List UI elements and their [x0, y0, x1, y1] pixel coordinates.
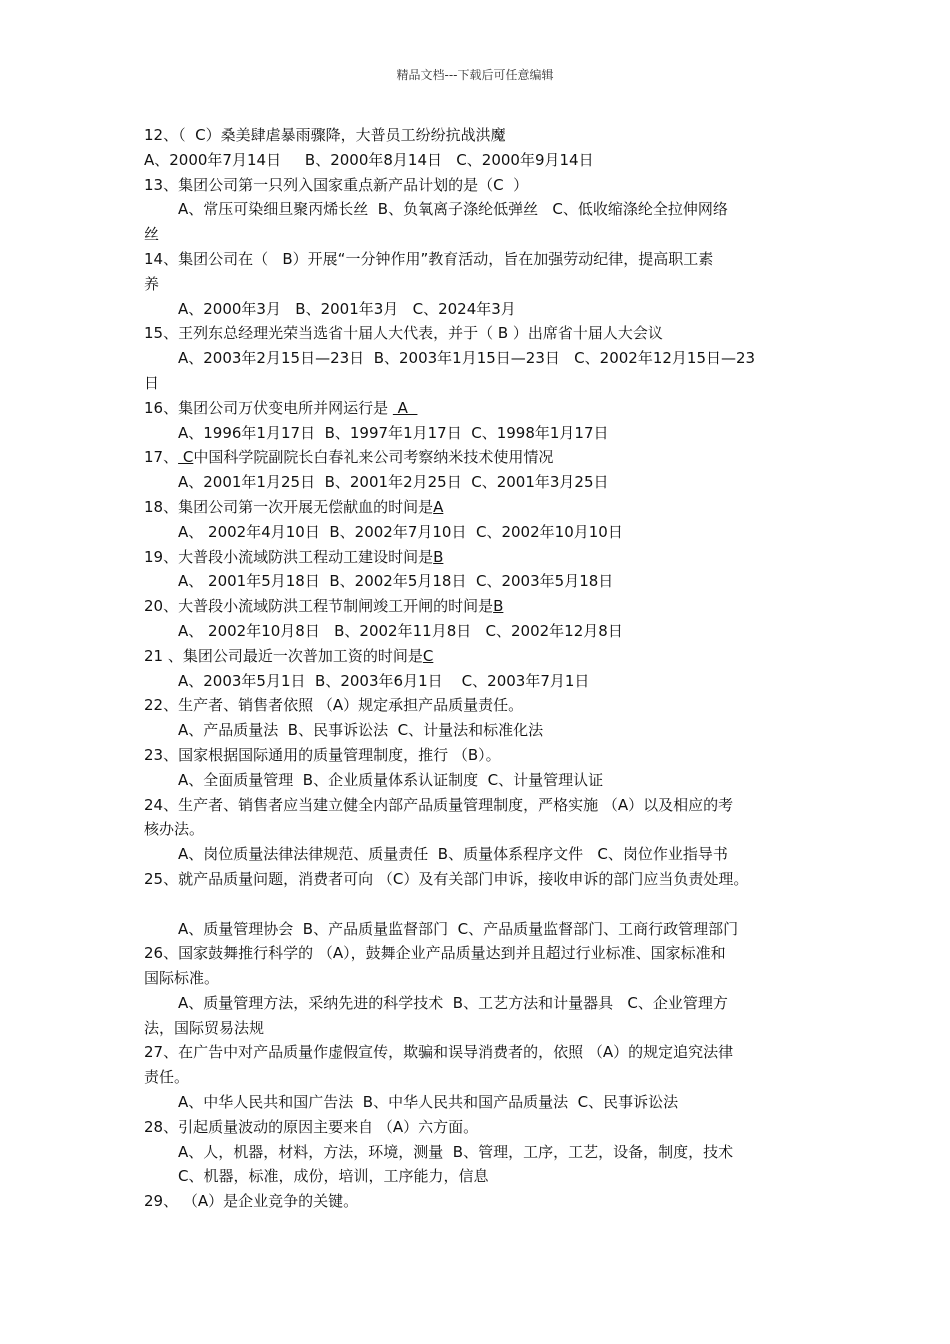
text-line [144, 917, 824, 942]
line-text: A、2003年5月1日 B、2003年6月1日 C、2003年7月1日 [178, 671, 590, 690]
text-line [144, 867, 824, 892]
text-line [144, 941, 824, 966]
text-line [144, 371, 824, 396]
text-line [144, 1065, 824, 1090]
text-line [144, 619, 824, 644]
line-text: 23、国家根据国际通用的质量管理制度，推行 （B）。 [144, 745, 501, 764]
line-text: 25、就产品质量问题，消费者可向 （C）及有关部门申诉，接收申诉的部门应当负责处理。 [144, 869, 749, 888]
line-text: 核办法。 [144, 820, 205, 839]
line-text: 15、王列东总经理光荣当选省十届人大代表，并于（ B ）出席省十届人大会议 [144, 324, 663, 343]
text-line [144, 346, 824, 371]
text-line [144, 173, 824, 198]
line-text: 养 [144, 274, 160, 293]
text-line [144, 445, 824, 470]
text-line [144, 495, 824, 520]
line-text: 13、集团公司第一只列入国家重点新产品计划的是（C ） [144, 175, 529, 194]
line-text-continued: 中国科学院副院长白春礼来公司考察纳米技术使用情况 [193, 448, 554, 467]
text-line [144, 520, 824, 545]
line-text: 17、 [144, 448, 179, 467]
line-text: A、2003年2月15日—23日 B、2003年1月15日—23日 C、2002年12月15日—23 [178, 349, 756, 368]
document-body [144, 123, 824, 1214]
text-line [144, 669, 824, 694]
text-line [144, 396, 824, 421]
text-line [144, 644, 824, 669]
text-line [144, 842, 824, 867]
line-text: A、2000年3月 B、2001年3月 C、2024年3月 [178, 299, 516, 318]
line-text: 29、 （A）是企业竞争的关键。 [144, 1192, 359, 1211]
line-text: A、人，机器，材料，方法，环境，测量 B、管理，工序，工艺，设备，制度，技术 [178, 1142, 734, 1161]
text-line [144, 693, 824, 718]
line-text: 22、生产者、销售者依照 （A）规定承担产品质量责任。 [144, 696, 524, 715]
text-line [144, 817, 824, 842]
text-line [144, 247, 824, 272]
text-line [144, 123, 824, 148]
line-text: A、中华人民共和国广告法 B、中华人民共和国产品质量法 C、民事诉讼法 [178, 1093, 679, 1112]
answer-blank: C [422, 646, 434, 665]
text-line [144, 197, 824, 222]
line-text: A、 2002年4月10日 B、2002年7月10日 C、2002年10月10日 [178, 522, 623, 541]
text-line [144, 222, 824, 247]
text-line [144, 321, 824, 346]
line-text: A、岗位质量法律法律规范、质量责任 B、质量体系程序文件 C、岗位作业指导书 [178, 845, 728, 864]
answer-blank: B [433, 547, 444, 566]
line-text: A、2001年1月25日 B、2001年2月25日 C、2001年3月25日 [178, 473, 609, 492]
answer-blank: A [392, 398, 418, 417]
text-line [144, 148, 824, 173]
text-line [144, 594, 824, 619]
text-line [144, 1115, 824, 1140]
line-text: C、机器，标准，成份，培训，工序能力，信息 [178, 1167, 489, 1186]
text-line [144, 470, 824, 495]
line-text: A、质量管理方法，采纳先进的科学技术 B、工艺方法和计量器具 C、企业管理方 [178, 993, 728, 1012]
line-text: 丝 [144, 225, 160, 244]
text-line [144, 1090, 824, 1115]
line-text: 法，国际贸易法规 [144, 1018, 265, 1037]
text-line [144, 1140, 824, 1165]
line-text: 27、在广告中对产品质量作虚假宣传，欺骗和误导消费者的，依照 （A）的规定追究法律 [144, 1043, 734, 1062]
text-line [144, 793, 824, 818]
text-line [144, 1016, 824, 1041]
line-text: A、质量管理协会 B、产品质量监督部门 C、产品质量监督部门、工商行政管理部门 [178, 919, 739, 938]
text-line [144, 966, 824, 991]
text-line [144, 1189, 824, 1214]
text-line [144, 892, 824, 917]
line-text: 14、集团公司在（ B）开展“一分钟作用”教育活动，旨在加强劳动纪律，提高职工素 [144, 249, 714, 268]
line-text: 16、集团公司万伏变电所并网运行是 [144, 398, 393, 417]
line-text: 国际标准。 [144, 969, 220, 988]
answer-blank: C [178, 448, 194, 467]
line-text: A、 2002年10月8日 B、2002年11月8日 C、2002年12月8日 [178, 621, 623, 640]
text-line [144, 768, 824, 793]
answer-blank: B [493, 597, 504, 616]
line-text: A、2000年7月14日 B、2000年8月14日 C、2000年9月14日 [144, 150, 594, 169]
line-text: A、 2001年5月18日 B、2002年5月18日 C、2003年5月18日 [178, 572, 614, 591]
line-text: 20、大普段小流域防洪工程节制闸竣工开闸的时间是 [144, 597, 494, 616]
line-text: 19、大普段小流域防洪工程动工建设时间是 [144, 547, 434, 566]
page-header: 精品文档---下载后可任意编辑 [396, 68, 554, 82]
line-text: A、产品质量法 B、民事诉讼法 C、计量法和标准化法 [178, 721, 544, 740]
text-line [144, 743, 824, 768]
text-line [144, 991, 824, 1016]
line-text: 26、国家鼓舞推行科学的 （A），鼓舞企业产品质量达到并且超过行业标准、国家标准和 [144, 944, 726, 963]
line-text: A、全面质量管理 B、企业质量体系认证制度 C、计量管理认证 [178, 770, 604, 789]
line-text: A、1996年1月17日 B、1997年1月17日 C、1998年1月17日 [178, 423, 609, 442]
text-line [144, 421, 824, 446]
line-text: 12、（ C）桑美肆虐暴雨骤降，大普员工纷纷抗战洪魔 [144, 126, 506, 144]
text-line [144, 569, 824, 594]
text-line [144, 545, 824, 570]
line-text: 责任。 [144, 1068, 190, 1087]
text-line [144, 272, 824, 297]
text-line [144, 1040, 824, 1065]
line-text: 28、引起质量波动的原因主要来自 （A）六方面。 [144, 1117, 479, 1136]
line-text: 24、生产者、销售者应当建立健全内部产品质量管理制度，严格实施 （A）以及相应的考 [144, 795, 734, 814]
line-text: 18、集团公司第一次开展无偿献血的时间是 [144, 497, 434, 516]
line-text: 日 [144, 373, 160, 392]
line-text: A、常压可染细旦聚丙烯长丝 B、负氧离子涤纶低弹丝 C、低收缩涤纶全拉伸网络 [178, 200, 728, 219]
text-line [144, 297, 824, 322]
text-line [144, 718, 824, 743]
text-line [144, 1164, 824, 1189]
line-text: 21 、集团公司最近一次普加工资的时间是 [144, 646, 423, 665]
answer-blank: A [433, 497, 444, 516]
